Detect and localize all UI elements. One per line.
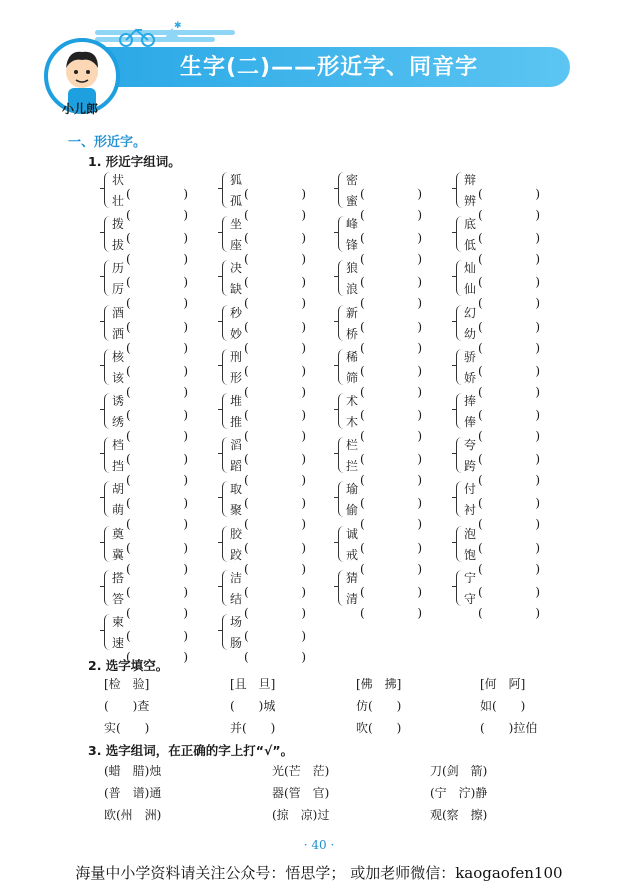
- option-set: [且 旦]: [230, 677, 276, 691]
- character: 滔: [230, 438, 243, 453]
- tick-item[interactable]: 刀(剑 箭): [430, 764, 488, 778]
- option-set: [佛 拂]: [356, 677, 402, 691]
- brace-mark: [104, 437, 111, 473]
- tick-item[interactable]: 观(察 擦): [430, 808, 488, 822]
- word-line: [112, 347, 188, 367]
- character: 木: [346, 415, 359, 429]
- tick-item[interactable]: 欧(州 洲): [104, 808, 162, 822]
- character: 诚: [346, 526, 359, 541]
- word-line: [112, 368, 188, 388]
- char-pair: [222, 524, 322, 564]
- character: 场: [230, 615, 243, 629]
- fill-item[interactable]: 并( ): [230, 721, 276, 735]
- word-line: [346, 456, 422, 476]
- word-line: [112, 479, 188, 499]
- character: 捧: [464, 394, 477, 408]
- char-pair: [104, 435, 204, 475]
- character: 核: [112, 349, 125, 364]
- char-pair: [338, 258, 438, 298]
- mascot-label: 小儿郎: [62, 102, 99, 116]
- option-set: [检 验]: [104, 677, 150, 691]
- brace-mark: [338, 526, 345, 562]
- brace-mark: [222, 614, 229, 650]
- character: 筛: [346, 370, 359, 385]
- word-line: [230, 456, 306, 476]
- character: 秒: [230, 305, 243, 320]
- char-pair: [456, 347, 556, 387]
- word-line: [464, 545, 540, 565]
- char-pair: [104, 214, 204, 254]
- char-pair: [338, 347, 438, 387]
- character: 桥: [346, 326, 359, 341]
- word-line: [230, 303, 306, 323]
- word-line: [346, 214, 422, 234]
- word-line: [346, 479, 422, 499]
- character: 绣: [112, 415, 125, 429]
- character: 清: [346, 591, 359, 606]
- word-line: [464, 235, 540, 255]
- char-pair: [456, 568, 556, 608]
- character: 结: [230, 591, 243, 606]
- brace-mark: [456, 526, 463, 562]
- brace-mark: [222, 305, 229, 341]
- word-line: [112, 524, 188, 544]
- word-line: [346, 303, 422, 323]
- page-title: 生字(二)——形近字、同音字: [180, 55, 479, 80]
- word-line: [464, 258, 540, 278]
- brace-mark: [338, 216, 345, 252]
- character: 奠: [112, 526, 125, 541]
- word-line: [346, 568, 422, 588]
- character: 聚: [230, 503, 243, 518]
- brace-mark: [338, 305, 345, 341]
- character: 妙: [230, 326, 243, 341]
- character: 形: [230, 370, 243, 385]
- character: 推: [230, 415, 243, 429]
- word-line: [346, 368, 422, 388]
- word-line: [464, 191, 540, 211]
- character: 决: [230, 261, 243, 276]
- character: 缺: [230, 282, 243, 297]
- character: 娇: [464, 370, 477, 385]
- character: 衬: [464, 503, 477, 518]
- character: 守: [464, 591, 477, 606]
- word-line: [230, 235, 306, 255]
- char-pair: [456, 435, 556, 475]
- character: 历: [112, 261, 125, 276]
- character: 峰: [346, 217, 359, 232]
- brace-mark: [338, 172, 345, 208]
- word-line: [112, 545, 188, 565]
- character: 胶: [230, 526, 243, 541]
- character: 宁: [464, 570, 477, 585]
- brace-mark: [338, 260, 345, 296]
- brace-mark: [456, 481, 463, 517]
- character: 辩: [464, 173, 477, 187]
- character: 泡: [464, 526, 477, 541]
- brace-mark: [456, 437, 463, 473]
- character: 瑜: [346, 482, 359, 497]
- character: 该: [112, 370, 125, 385]
- character: 辨: [464, 194, 477, 208]
- word-line: [464, 568, 540, 588]
- char-pair: [338, 303, 438, 343]
- word-line: [464, 347, 540, 367]
- tick-item[interactable]: (掠 凉)过: [272, 808, 330, 822]
- word-line: [230, 524, 306, 544]
- word-line: [230, 391, 306, 411]
- fill-item[interactable]: ( )拉伯: [480, 721, 538, 735]
- word-line: [346, 170, 422, 190]
- brace-mark: [104, 349, 111, 385]
- word-line: [230, 568, 306, 588]
- character: 萌: [112, 503, 125, 518]
- brace-mark: [456, 305, 463, 341]
- char-pair: [222, 347, 322, 387]
- word-line: [230, 589, 306, 609]
- character: 冀: [112, 547, 125, 562]
- word-line: [346, 545, 422, 565]
- brace-mark: [104, 260, 111, 296]
- char-pair: [222, 479, 322, 519]
- character: 锋: [346, 238, 359, 253]
- brace-mark: [104, 216, 111, 252]
- brace-mark: [338, 437, 345, 473]
- character: 术: [346, 394, 359, 408]
- word-line: [464, 214, 540, 234]
- char-pair: [104, 258, 204, 298]
- char-pair: [456, 391, 556, 431]
- character: 洒: [112, 326, 125, 341]
- char-pair: [338, 524, 438, 564]
- char-pair: [338, 435, 438, 475]
- fill-item[interactable]: 实( ): [104, 721, 150, 735]
- character: 底: [464, 217, 477, 232]
- character: 戒: [346, 547, 359, 562]
- char-pair: [104, 391, 204, 431]
- tick-item[interactable]: (宁 泞)静: [430, 786, 488, 800]
- char-pair: [338, 214, 438, 254]
- brace-mark: [104, 481, 111, 517]
- character: 座: [230, 238, 243, 253]
- character: 堆: [230, 394, 243, 408]
- word-line: [112, 214, 188, 234]
- word-line: [112, 435, 188, 455]
- word-line: [112, 303, 188, 323]
- word-line: [464, 279, 540, 299]
- character: 拦: [346, 459, 359, 474]
- word-line: [230, 191, 306, 211]
- word-line: [346, 524, 422, 544]
- brace-mark: [338, 570, 345, 606]
- character: 狼: [346, 261, 359, 276]
- word-line: [230, 279, 306, 299]
- brace-mark: [338, 349, 345, 385]
- char-pair: [222, 170, 322, 210]
- word-line: [112, 170, 188, 190]
- character: 蹈: [230, 459, 243, 474]
- char-pair: [104, 479, 204, 519]
- fill-item[interactable]: ( )城: [230, 699, 276, 713]
- character: 跨: [464, 459, 477, 474]
- char-pair: [222, 258, 322, 298]
- char-pair: [104, 612, 204, 652]
- char-pair: [104, 170, 204, 210]
- char-pair: [338, 568, 438, 608]
- word-line: [464, 435, 540, 455]
- char-pair: [222, 612, 322, 652]
- character: 饱: [464, 547, 477, 562]
- character: 稀: [346, 349, 359, 364]
- word-line: [464, 589, 540, 609]
- word-line: [112, 633, 188, 653]
- character: 坐: [230, 217, 243, 232]
- fill-item[interactable]: 吹( ): [356, 721, 402, 735]
- tick-item[interactable]: (蜡 腊)烛: [104, 764, 162, 778]
- tick-item[interactable]: (普 谱)通: [104, 786, 162, 800]
- brace-mark: [456, 393, 463, 429]
- character: 低: [464, 238, 477, 253]
- character: 厉: [112, 282, 125, 297]
- character: 洁: [230, 570, 243, 585]
- word-line: [346, 279, 422, 299]
- bicycle-icon: [112, 20, 192, 48]
- brace-mark: [222, 437, 229, 473]
- character: 速: [112, 636, 125, 650]
- character: 蜜: [346, 194, 359, 208]
- character: 酒: [112, 305, 125, 320]
- word-line: [230, 545, 306, 565]
- character: 幻: [464, 305, 477, 320]
- word-line: [112, 456, 188, 476]
- brace-mark: [104, 393, 111, 429]
- character: 取: [230, 482, 243, 497]
- char-pair: [222, 391, 322, 431]
- brace-mark: [222, 393, 229, 429]
- word-line: [230, 170, 306, 190]
- char-pair: [456, 303, 556, 343]
- char-pair: [456, 214, 556, 254]
- word-line: [112, 235, 188, 255]
- brace-mark: [456, 216, 463, 252]
- word-line: [112, 500, 188, 520]
- word-line: [230, 324, 306, 344]
- word-line: [346, 324, 422, 344]
- word-line: [464, 500, 540, 520]
- word-line: [464, 368, 540, 388]
- character: 新: [346, 305, 359, 320]
- tick-item[interactable]: 光(芒 茫): [272, 764, 330, 778]
- char-pair: [222, 435, 322, 475]
- character: 孤: [230, 194, 243, 208]
- character: 栏: [346, 438, 359, 453]
- char-pair: [222, 568, 322, 608]
- word-line: [464, 324, 540, 344]
- char-pair: [456, 479, 556, 519]
- brace-mark: [338, 393, 345, 429]
- char-pair: [222, 303, 322, 343]
- character: 拔: [112, 238, 125, 253]
- question-2-title: 2. 选字填空。: [88, 658, 169, 673]
- word-line: [464, 456, 540, 476]
- character: 仙: [464, 282, 477, 297]
- word-line: [464, 412, 540, 432]
- word-line: [464, 479, 540, 499]
- char-pair: [104, 524, 204, 564]
- fill-item[interactable]: ( )查: [104, 699, 150, 713]
- svg-text:✱: ✱: [174, 21, 182, 31]
- brace-mark: [222, 172, 229, 208]
- word-line: [346, 191, 422, 211]
- char-pair: [456, 524, 556, 564]
- word-line: [112, 324, 188, 344]
- brace-mark: [456, 570, 463, 606]
- character: 档: [112, 438, 125, 453]
- word-line: [464, 524, 540, 544]
- brace-mark: [222, 260, 229, 296]
- char-pair: [222, 214, 322, 254]
- char-pair: [456, 170, 556, 210]
- character: 刑: [230, 349, 243, 364]
- character: 密: [346, 173, 359, 187]
- brace-mark: [104, 526, 111, 562]
- word-line: [112, 589, 188, 609]
- brace-mark: [222, 526, 229, 562]
- brace-mark: [104, 172, 111, 208]
- brace-mark: [456, 172, 463, 208]
- character: 幼: [464, 326, 477, 341]
- word-line: [346, 500, 422, 520]
- fill-item[interactable]: 如( ): [480, 699, 526, 713]
- brace-mark: [222, 349, 229, 385]
- char-pair: [104, 303, 204, 343]
- word-line: [230, 612, 306, 632]
- char-pair: [104, 568, 204, 608]
- character: 骄: [464, 349, 477, 364]
- char-pair: [338, 391, 438, 431]
- character: 肠: [230, 636, 243, 650]
- brace-mark: [222, 570, 229, 606]
- character: 跤: [230, 547, 243, 562]
- option-set: [何 阿]: [480, 677, 526, 691]
- character: 挡: [112, 459, 125, 474]
- section-title: 一、形近字。: [68, 135, 147, 150]
- brace-mark: [104, 305, 111, 341]
- word-line: [112, 191, 188, 211]
- brace-mark: [456, 349, 463, 385]
- character: 猜: [346, 570, 359, 585]
- character: 灿: [464, 261, 477, 276]
- char-pair: [456, 258, 556, 298]
- word-line: [230, 435, 306, 455]
- word-line: [112, 612, 188, 632]
- question-3-title: 3. 选字组词，在正确的字上打“√”。: [88, 743, 294, 758]
- word-line: [230, 479, 306, 499]
- word-line: [230, 258, 306, 278]
- word-line: [464, 170, 540, 190]
- word-line: [112, 412, 188, 432]
- fill-item[interactable]: 仿( ): [356, 699, 402, 713]
- word-line: [230, 633, 306, 653]
- brace-mark: [338, 481, 345, 517]
- character: 搭: [112, 570, 125, 585]
- word-line: [346, 235, 422, 255]
- brace-mark: [222, 216, 229, 252]
- word-line: [464, 303, 540, 323]
- character: 浪: [346, 282, 359, 297]
- word-line: [112, 258, 188, 278]
- tick-item[interactable]: 器(管 官): [272, 786, 330, 800]
- character: 答: [112, 591, 125, 606]
- word-line: [464, 391, 540, 411]
- word-line: [346, 258, 422, 278]
- word-line: [112, 391, 188, 411]
- brace-mark: [456, 260, 463, 296]
- char-pair: [104, 347, 204, 387]
- character: 壮: [112, 194, 125, 208]
- character: 俸: [464, 415, 477, 429]
- character: 偷: [346, 503, 359, 518]
- character: 狐: [230, 173, 243, 187]
- word-line: [230, 368, 306, 388]
- word-line: [346, 347, 422, 367]
- word-line: [112, 568, 188, 588]
- question-1-title: 1. 形近字组词。: [88, 154, 181, 169]
- word-line: [346, 435, 422, 455]
- brace-mark: [104, 570, 111, 606]
- word-line: [112, 279, 188, 299]
- word-line: [346, 589, 422, 609]
- character: 夸: [464, 438, 477, 453]
- word-line: [230, 500, 306, 520]
- character: 拨: [112, 217, 125, 232]
- word-line: [230, 347, 306, 367]
- character: 诱: [112, 394, 125, 408]
- character: 柬: [112, 615, 125, 629]
- word-line: [230, 412, 306, 432]
- character: 付: [464, 482, 477, 497]
- character: 状: [112, 173, 125, 187]
- word-line: [346, 391, 422, 411]
- word-line: [230, 214, 306, 234]
- char-pair: [338, 479, 438, 519]
- character: 胡: [112, 482, 125, 497]
- brace-mark: [104, 614, 111, 650]
- brace-mark: [222, 481, 229, 517]
- word-line: [346, 412, 422, 432]
- page-number: · 40 ·: [303, 838, 335, 852]
- footer-note: 海量中小学资料请关注公众号：悟思学； 或加老师微信：kaogaofen100: [75, 864, 563, 882]
- char-pair: [338, 170, 438, 210]
